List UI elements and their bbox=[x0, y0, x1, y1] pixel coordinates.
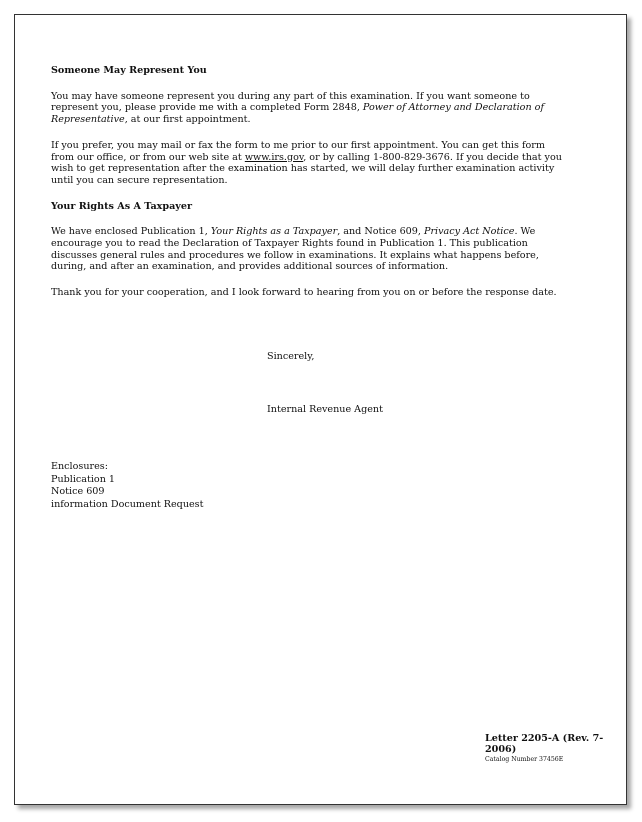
text-span: . We encourage you to read the Declaration of Taxpayer Rights found in Publication 1. This publication discusses general rules and procedures we follow in examinations. It explains what happens before, during, and after an examination, and provides additional sources of information. bbox=[51, 226, 539, 273]
closing-sincerely: Sincerely, bbox=[267, 351, 315, 362]
enclosures-label: Enclosures: bbox=[51, 461, 108, 472]
signer-title: Internal Revenue Agent bbox=[267, 404, 383, 415]
enclosure-item: Publication 1 bbox=[51, 473, 116, 485]
paragraph-thank-you: Thank you for your cooperation, and I look forward to hearing from you on or before the response date. bbox=[51, 287, 557, 299]
section-heading-rights: Your Rights As A Taxpayer bbox=[51, 200, 193, 212]
notice-title-italic: Privacy Act Notice bbox=[423, 226, 515, 238]
enclosure-item: Notice 609 bbox=[51, 486, 105, 497]
letter-footer bbox=[485, 733, 626, 763]
text-span: , and Notice 609, bbox=[337, 226, 424, 238]
enclosure-item: information Document Request bbox=[51, 498, 204, 510]
form-title-italic: Power of Attorney and Declaration of Representative bbox=[51, 102, 545, 126]
text-span: We have enclosed Publication 1, bbox=[51, 226, 211, 238]
letter-body bbox=[51, 65, 571, 313]
text-span: , at our first appointment. bbox=[124, 114, 251, 126]
text-span: , or by calling 1-800-829-3676. If you decide that you wish to get representation after the examination has started, we will delay further examination activity until you can secure representation. bbox=[51, 151, 562, 186]
paragraph-representation-2 bbox=[51, 140, 571, 187]
publication-title-italic: Your Rights as a Taxpayer bbox=[210, 226, 338, 238]
irs-website-link[interactable]: www.irs.gov bbox=[244, 151, 304, 163]
paragraph-representation-1 bbox=[51, 91, 571, 126]
text-span: If you prefer, you may mail or fax the form to me prior to our first appointment. You can get this form from our office, or from our web site at bbox=[51, 139, 545, 163]
enclosures-list bbox=[51, 461, 203, 511]
catalog-number: Catalog Number 37456E bbox=[485, 756, 564, 763]
text-span: You may have someone represent you during any part of this examination. If you want someone to represent you, please provide me with a completed Form 2848, bbox=[51, 90, 530, 114]
letter-number: Letter 2205-A (Rev. 7-2006) bbox=[485, 733, 604, 755]
paragraph-rights-1 bbox=[51, 226, 571, 273]
letter-page bbox=[14, 14, 627, 805]
section-heading-representation: Someone May Represent You bbox=[51, 65, 207, 76]
